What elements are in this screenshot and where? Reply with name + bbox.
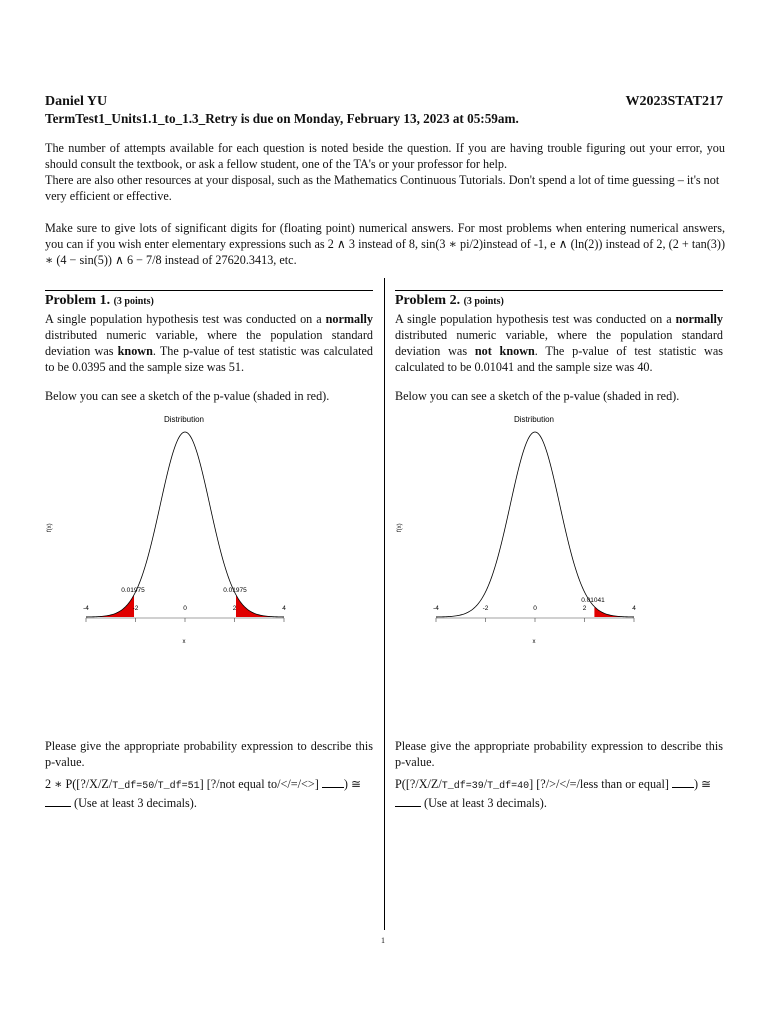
y-axis-label: f(x) xyxy=(397,523,403,532)
density-curve xyxy=(436,432,634,617)
intro-paragraph-2: There are also other resources at your disposal, such as the Mathematics Continuous Tutorials. Don't spend a lot of time guessing – it's not very efficient or effective. xyxy=(45,173,720,203)
x-tick-label: -4 xyxy=(83,605,89,612)
x-axis-label: x xyxy=(532,639,536,645)
left-tail-label: 0.01975 xyxy=(121,587,145,594)
x-tick-label: -4 xyxy=(433,605,439,612)
column-divider xyxy=(384,278,385,930)
x-tick-label: 4 xyxy=(632,605,636,612)
density-curve xyxy=(86,432,284,617)
problem-1-answer-line: 2 ∗ P([?/X/Z/T_df=50/T_df=51] [?/not equal to/</=/<>] ) ≅ (Use at least 3 decimals). xyxy=(45,777,362,810)
plot-title: Distribution xyxy=(513,415,555,424)
problem-2-sketch-note: Below you can see a sketch of the p-value (shaded in red). xyxy=(395,389,680,403)
relation-select[interactable]: ] [?/not equal to/</=/<>] xyxy=(199,777,319,791)
df-option-a[interactable]: T_df=39 xyxy=(441,781,484,792)
problem-2-plot xyxy=(395,410,723,670)
x-tick-label: 2 xyxy=(582,605,587,612)
intro-paragraph-1: The number of attempts available for each question is noted beside the question. If you are having trouble figuring out your error, you should consult the textbook, or ask a fellow student, one of the TA's or your professor for help. xyxy=(45,141,725,171)
df-option-a[interactable]: T_df=50 xyxy=(112,781,155,792)
problem-1-title: Problem 1. (3 points) xyxy=(45,290,373,309)
problem-1-sketch-note: Below you can see a sketch of the p-value (shaded in red). xyxy=(45,389,330,403)
course-code: W2023STAT217 xyxy=(625,94,723,109)
x-tick-label: 0 xyxy=(183,605,187,612)
y-axis-label: f(x) xyxy=(47,523,53,532)
due-line: TermTest1_Units1.1_to_1.3_Retry is due on Monday, February 13, 2023 at 05:59am. xyxy=(45,111,519,126)
problem-1 xyxy=(45,290,373,810)
intro-paragraph-3: Make sure to give lots of significant digits for (floating point) numerical answers. For most problems when entering numerical answers, you can if you wish enter elementary expressions such as 2 ∧ 3 instead of 8, sin(3 ∗ pi/2)instead of -1, e ∧ (ln(2)) instead of 2, (2 + tan(3)) ∗ (4 − sin(5)) ∧ 6 − 7/8 instead of 27620.3413, etc. xyxy=(45,221,725,267)
df-option-b[interactable]: T_df=51 xyxy=(157,781,200,792)
relation-select[interactable]: ] [?/>/</=/less than or equal] xyxy=(529,777,669,791)
problem-2-title: Problem 2. (3 points) xyxy=(395,290,723,309)
probability-input[interactable] xyxy=(45,796,71,807)
right-tail-label: 0.01975 xyxy=(223,587,247,594)
problem-1-statement: A single population hypothesis test was conducted on a normally distributed numeric variable, where the population standard deviation was known. The p-value of test statistic was calculated to be 0.0395 and the sample size was 51. xyxy=(45,312,373,374)
right-tail-shade xyxy=(594,607,634,617)
df-option-b[interactable]: T_df=40 xyxy=(487,781,530,792)
right-tail-label: 0.01041 xyxy=(581,597,605,604)
value-input[interactable] xyxy=(322,777,344,788)
x-tick-label: -2 xyxy=(482,605,489,612)
x-tick-label: 0 xyxy=(533,605,537,612)
probability-input[interactable] xyxy=(395,796,421,807)
x-tick-label: -2 xyxy=(132,605,139,612)
plot-title: Distribution xyxy=(163,415,205,424)
page-number: 1 xyxy=(381,936,385,945)
x-tick-label: 2 xyxy=(232,605,237,612)
problem-2-answer-line: P([?/X/Z/T_df=39/T_df=40] [?/>/</=/less than or equal] ) ≅ (Use at least 3 decimals). xyxy=(395,777,712,810)
problem-2 xyxy=(395,290,723,810)
problem-2-question: Please give the appropriate probability expression to describe this p-value. xyxy=(395,739,723,769)
problem-2-statement: A single population hypothesis test was conducted on a normally distributed numeric variable, where the population standard deviation was not known. The p-value of test statistic was calculated to be 0.01041 and the sample size was 40. xyxy=(395,312,723,374)
value-input[interactable] xyxy=(672,777,694,788)
problem-1-question: Please give the appropriate probability expression to describe this p-value. xyxy=(45,739,373,769)
x-axis-label: x xyxy=(182,639,186,645)
problem-1-plot xyxy=(45,410,373,670)
x-tick-label: 4 xyxy=(282,605,286,612)
student-name: Daniel YU xyxy=(45,94,108,109)
